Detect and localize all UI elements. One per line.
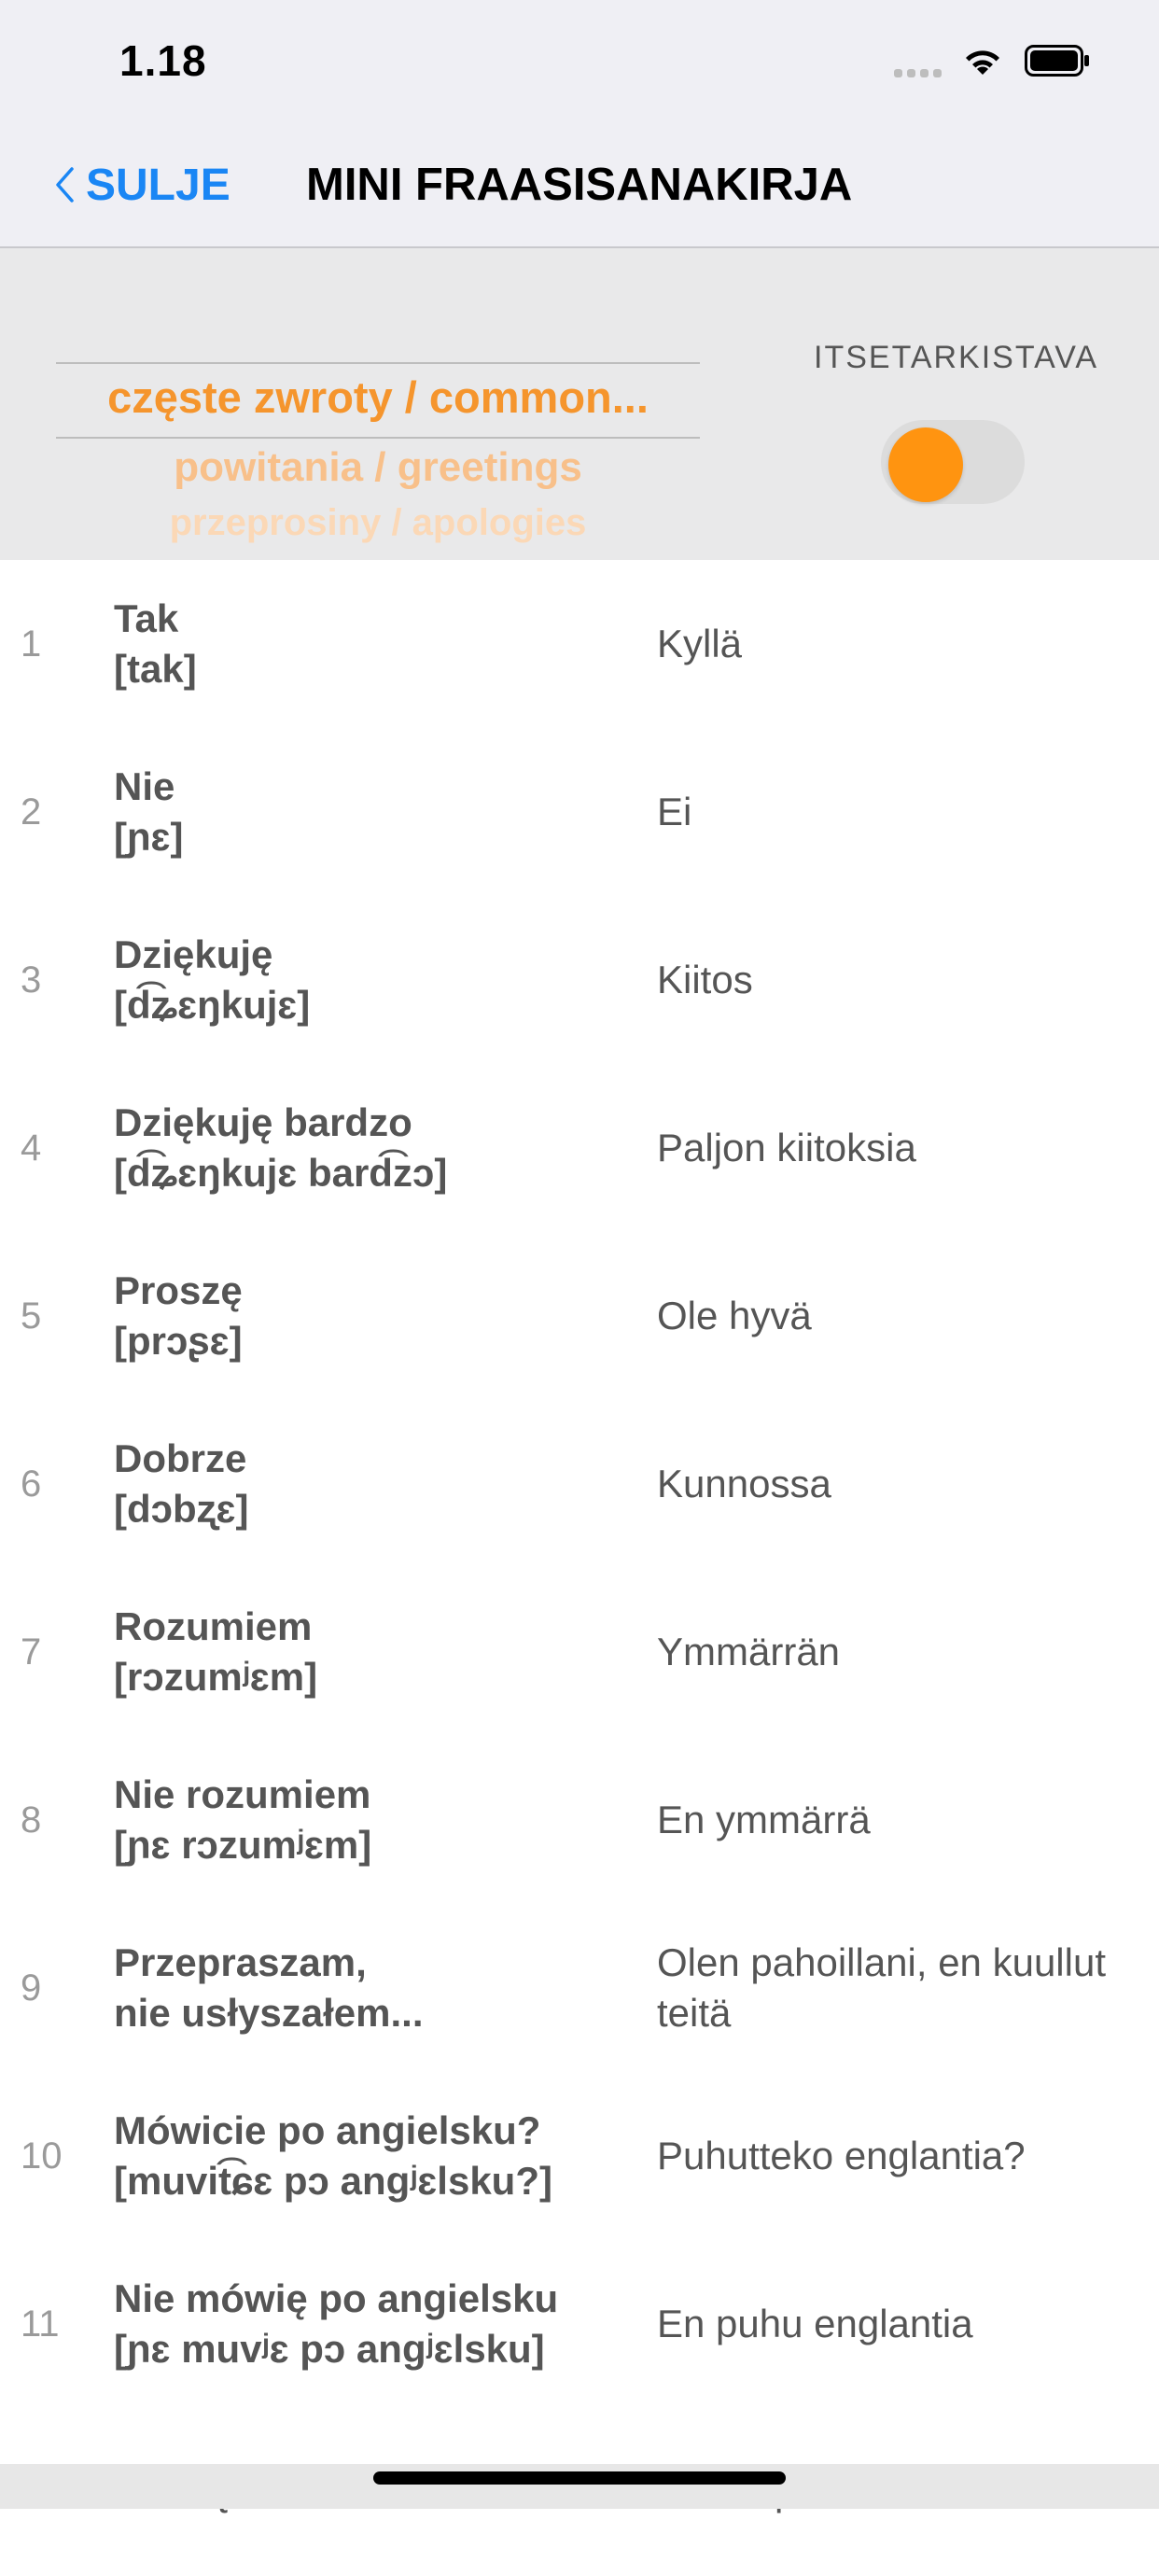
phrase-text: Nie mówię po angielsku xyxy=(114,2276,559,2320)
phrase-row[interactable] xyxy=(0,1232,1159,1400)
phrase-number: 11 xyxy=(21,2303,60,2345)
phrase-pronunciation: [prɔʂɛ] xyxy=(114,1319,243,1363)
phrase-row[interactable] xyxy=(0,728,1159,896)
phrase-row[interactable] xyxy=(0,1568,1159,1736)
picker-option-selected[interactable]: częste zwroty / common... xyxy=(107,372,649,422)
phrase-pronunciation: [dɔbʐɛ] xyxy=(114,1487,249,1531)
picker-top-divider xyxy=(56,362,700,364)
phrase-row[interactable] xyxy=(0,1736,1159,1904)
phrase-number: 2 xyxy=(21,791,42,833)
navigation-bar xyxy=(0,131,1159,248)
phrase-number: 10 xyxy=(21,2135,63,2177)
phrase-pronunciation: [tak] xyxy=(114,647,197,691)
phrase-row[interactable] xyxy=(0,1904,1159,2072)
toggle-knob xyxy=(888,427,963,502)
phrase-polish xyxy=(114,560,197,728)
chevron-left-icon xyxy=(54,166,75,203)
phrase-text: Nie rozumiem xyxy=(114,1772,371,1816)
close-button-label: SULJE xyxy=(86,160,230,210)
phrase-number: 6 xyxy=(21,1463,42,1505)
phrase-polish xyxy=(114,1568,317,1736)
phrase-polish xyxy=(114,2240,558,2408)
category-picker[interactable] xyxy=(56,362,700,556)
phrase-text: Proszę xyxy=(114,1268,243,1312)
phrase-polish xyxy=(114,1400,249,1568)
phrase-number: 4 xyxy=(21,1127,42,1169)
self-check-label: ITSETARKISTAVA xyxy=(814,340,1099,375)
phrase-text: Nie xyxy=(114,764,175,808)
phrase-row[interactable] xyxy=(0,2072,1159,2240)
phrase-polish xyxy=(114,1232,243,1400)
phrase-number: 9 xyxy=(21,1967,42,2009)
phrase-text: Dziękuję xyxy=(114,932,273,976)
phrase-pronunciation: [muvit͡ɕɛ pɔ angʲɛlsku?] xyxy=(114,2159,552,2203)
picker-option[interactable]: przeprosiny / apologies xyxy=(169,502,587,543)
phrase-text: Rozumiem xyxy=(114,1604,313,1648)
phrase-row[interactable] xyxy=(0,560,1159,728)
phrase-translation: En puhu englantia xyxy=(657,2302,973,2345)
phrase-translation: Ole hyvä xyxy=(657,1294,812,1337)
cellular-signal-icon xyxy=(894,65,950,77)
phrase-pronunciation: [d͡ʑɛŋkujɛ bard͡zɔ] xyxy=(114,1151,448,1195)
phrase-text: Mówicie po angielsku? xyxy=(114,2108,541,2152)
phrase-text: Przepraszam, xyxy=(114,1940,367,1984)
phrase-number: 1 xyxy=(21,623,42,665)
phrase-row[interactable] xyxy=(0,896,1159,1064)
phrase-pronunciation: [d͡ʑɛŋkujɛ] xyxy=(114,983,311,1027)
phrase-row[interactable] xyxy=(0,1400,1159,1568)
picker-bottom-divider xyxy=(56,437,700,439)
phrase-pronunciation: [ɲɛ] xyxy=(114,815,184,859)
phrase-translation: Ymmärrän xyxy=(657,1630,841,1673)
phrase-text: Dobrze xyxy=(114,1436,247,1480)
phrase-row[interactable] xyxy=(0,2240,1159,2408)
phrase-polish xyxy=(114,2072,552,2240)
phrase-polish xyxy=(114,896,310,1064)
phrase-polish xyxy=(114,1904,424,2072)
phrase-pronunciation: [rɔzumʲɛm] xyxy=(114,1655,318,1699)
phrase-row[interactable] xyxy=(0,1064,1159,1232)
phrase-translation: Ei xyxy=(657,790,692,833)
battery-icon xyxy=(1025,45,1090,77)
phrase-number: 7 xyxy=(21,1631,42,1673)
phrase-polish xyxy=(114,1064,447,1232)
phrase-pronunciation: [ɲɛ muvʲɛ pɔ angʲɛlsku] xyxy=(114,2327,545,2371)
picker-option[interactable]: powitania / greetings xyxy=(174,444,582,490)
phrase-translation: Kunnossa xyxy=(657,1462,831,1505)
phrase-number: 5 xyxy=(21,1295,42,1337)
self-check-toggle[interactable] xyxy=(881,420,1025,504)
phrase-translation: Paljon kiitoksia xyxy=(657,1126,916,1169)
phrase-translation: Kyllä xyxy=(657,622,743,665)
filter-panel xyxy=(0,248,1159,560)
phrase-translation: Kiitos xyxy=(657,958,753,1001)
status-time: 1.18 xyxy=(119,36,207,85)
phrase-translation: En ymmärrä xyxy=(657,1798,871,1841)
phrase-number: 8 xyxy=(21,1799,42,1841)
phrase-number: 3 xyxy=(21,959,42,1001)
status-bar xyxy=(0,0,1159,131)
phrase-pronunciation: [ɲɛ rɔzumʲɛm] xyxy=(114,1823,372,1867)
phrase-list[interactable] xyxy=(0,560,1159,2464)
home-indicator[interactable] xyxy=(373,2471,786,2485)
phrase-polish xyxy=(114,1736,371,1904)
phrase-text: Tak xyxy=(114,596,179,640)
phrase-translation: Puhutteko englantia? xyxy=(657,2134,1026,2177)
close-button[interactable] xyxy=(54,157,230,213)
phrase-translation: Olen pahoillani, en kuullut teitä xyxy=(657,1940,1106,2035)
wifi-icon xyxy=(959,43,1006,80)
phrase-text: Dziękuję bardzo xyxy=(114,1100,412,1144)
phrase-polish xyxy=(114,728,184,896)
phrase-pronunciation: nie usłyszałem... xyxy=(114,1991,424,2035)
page-title: MINI FRAASISANAKIRJA xyxy=(306,160,853,210)
